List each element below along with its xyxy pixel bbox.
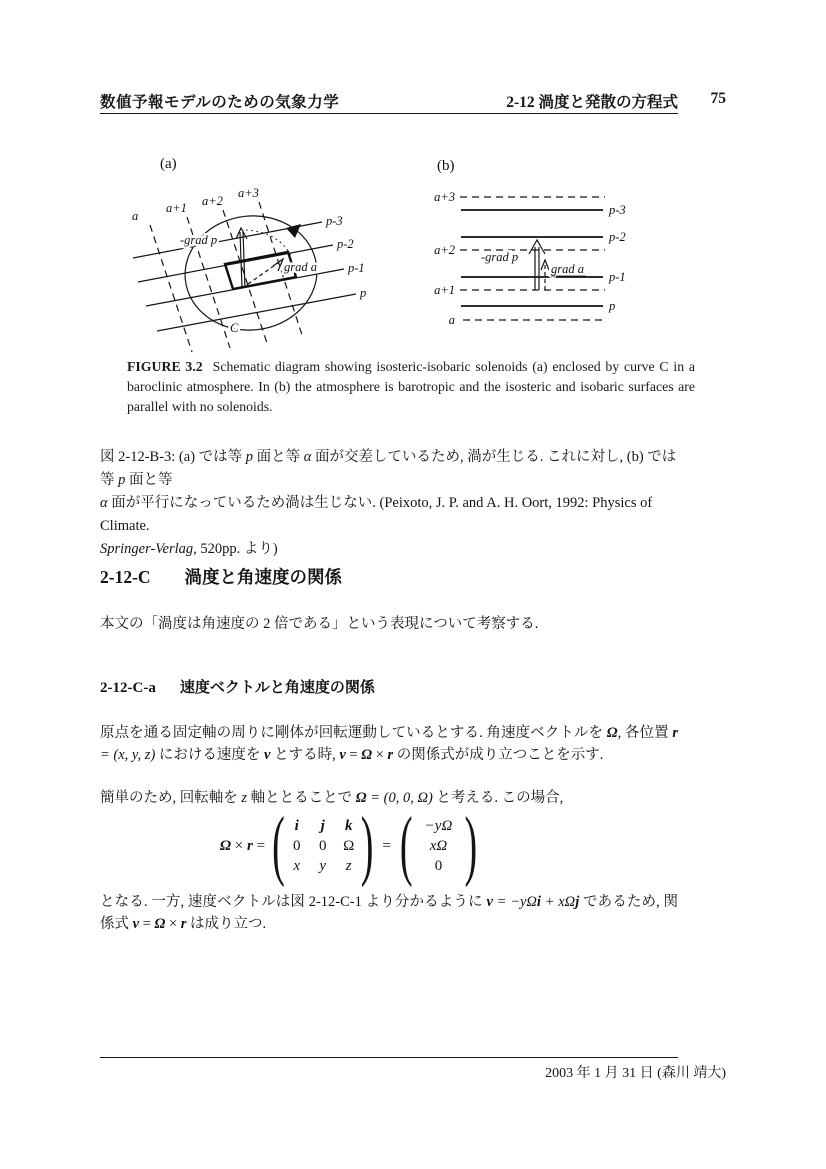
text-segment: における速度を bbox=[155, 746, 265, 763]
text-segment: α bbox=[303, 449, 312, 465]
p-minus1-label: p-1 bbox=[348, 261, 365, 275]
text-segment: × bbox=[165, 915, 181, 932]
equation-lhs bbox=[220, 838, 265, 855]
matrix-cell: z bbox=[345, 857, 352, 874]
footer-rule bbox=[100, 1057, 678, 1058]
p-minus3-label: p-3 bbox=[326, 214, 343, 228]
text-segment: = bbox=[252, 837, 266, 854]
text-segment: = (x, y, z) bbox=[100, 746, 156, 763]
text-segment: 面が交差しているため, 渦が生じる. これに対し, (b) では等 bbox=[100, 449, 677, 488]
text-segment: Springer-Verlag bbox=[100, 541, 194, 557]
paragraph-intro bbox=[100, 614, 678, 636]
isostere-lines bbox=[150, 202, 303, 352]
text-segment: 本文の「渦度は角速度の 2 倍である」という表現について考察する. bbox=[100, 616, 539, 632]
text-segment: α bbox=[100, 495, 108, 511]
grad-p-label: -grad p bbox=[481, 250, 519, 264]
paragraph-rigid-body bbox=[100, 723, 678, 766]
grad-p-label: -grad p bbox=[180, 233, 218, 247]
figure-caption-text: Schematic diagram showing isosteric-isobaric solenoids (a) enclosed by curve C in a baroclinic atmosphere. In (b) the atmosphere is barotropic and the isosteric and isobaric surfaces are parallel with no solenoids. bbox=[127, 359, 695, 414]
text-segment: Ω bbox=[361, 746, 373, 763]
text-segment: = (0, 0, Ω) bbox=[366, 790, 433, 806]
matrix-cell: y bbox=[319, 857, 327, 874]
text-segment: = −yΩ bbox=[492, 894, 537, 910]
text-segment: Ω bbox=[355, 790, 367, 806]
section-title: 渦度と角速度の関係 bbox=[184, 567, 343, 587]
text-segment: Ω bbox=[219, 837, 232, 854]
close-paren: ) bbox=[360, 802, 374, 890]
alpha-plus2-label: a+2 bbox=[434, 243, 455, 257]
text-segment: 原点を通る固定軸の周りに剛体が回転運動しているとする. 角速度ベクトルを bbox=[100, 725, 607, 741]
alpha-label: a bbox=[132, 209, 139, 223]
matrix-cell: i bbox=[294, 817, 299, 834]
equation-equals: = bbox=[382, 837, 391, 854]
text-segment: j bbox=[575, 894, 580, 910]
vector-cell: 0 bbox=[434, 857, 443, 874]
p-minus1-label: p-1 bbox=[609, 270, 626, 284]
text-segment: Ω bbox=[606, 725, 618, 741]
subsection-heading bbox=[100, 676, 375, 697]
determinant-matrix bbox=[290, 818, 356, 875]
close-paren: ) bbox=[464, 802, 478, 890]
p-minus2-label: p-2 bbox=[609, 230, 626, 244]
p-label: p bbox=[360, 286, 367, 300]
panel-a-tag: (a) bbox=[160, 156, 177, 172]
curve-C-label: C bbox=[230, 321, 239, 335]
text-segment: v bbox=[264, 746, 271, 763]
text-segment: 面が平行になっているため渦は生じない. (Peixoto, J. P. and A. H. Oort, 1992: Physics of Climate. bbox=[100, 495, 653, 534]
grad-alpha-label: grad a bbox=[284, 260, 317, 274]
text-segment: × bbox=[372, 746, 388, 763]
text-segment: Ω bbox=[154, 915, 166, 932]
header-book-title: 数値予報モデルのための気象力学 bbox=[100, 94, 340, 111]
matrix-cell: Ω bbox=[343, 837, 355, 854]
curve-direction-arrowhead bbox=[286, 224, 301, 238]
matrix-cell: 0 bbox=[318, 837, 327, 854]
grad-alpha-label: grad a bbox=[551, 262, 584, 276]
text-segment: 簡単のため, 回転軸を bbox=[100, 790, 242, 806]
paragraph-conclusion bbox=[100, 892, 678, 935]
text-segment: = bbox=[345, 746, 362, 763]
caption-jp-line2 bbox=[100, 492, 678, 538]
alpha-plus1-label: a+1 bbox=[166, 201, 187, 215]
subsection-number: 2-12-C-a bbox=[100, 680, 156, 696]
panel-b-tag: (b) bbox=[437, 158, 455, 174]
text-segment: z bbox=[241, 790, 248, 806]
matrix-cell: x bbox=[293, 857, 301, 874]
text-segment: となる. 一方, 速度ベクトルは図 2-12-C-1 より分かるように bbox=[100, 894, 487, 910]
matrix-cell: 0 bbox=[292, 837, 301, 854]
header-rule bbox=[100, 113, 678, 114]
text-segment: = bbox=[139, 915, 155, 932]
header-page-number: 75 bbox=[710, 90, 726, 107]
text-segment: , 520pp. より) bbox=[193, 541, 278, 557]
paragraph-simplify bbox=[100, 788, 678, 810]
result-vector bbox=[418, 818, 460, 875]
text-segment: v bbox=[339, 746, 346, 763]
p-label: p bbox=[609, 299, 616, 313]
figure-caption-jp bbox=[100, 446, 678, 561]
text-segment: r bbox=[180, 915, 187, 932]
vector-cell: xΩ bbox=[429, 837, 448, 854]
section-number: 2-12-C bbox=[100, 567, 151, 587]
cross-product-equation bbox=[60, 802, 638, 890]
figure-caption-en bbox=[127, 357, 695, 417]
text-segment: の関係式が成り立つことを示す. bbox=[393, 746, 604, 763]
caption-jp-line3 bbox=[100, 538, 678, 561]
text-segment: r bbox=[247, 837, 253, 854]
figure-caption-tag: FIGURE 3.2 bbox=[127, 359, 203, 374]
text-segment: p bbox=[118, 472, 126, 488]
header-section-title: 2-12 渦度と発散の方程式 bbox=[506, 94, 678, 111]
alpha-plus3-label: a+3 bbox=[238, 186, 259, 200]
text-segment: × bbox=[231, 837, 247, 854]
text-segment: i bbox=[536, 894, 541, 910]
text-segment: r bbox=[387, 746, 394, 763]
p-minus2-label: p-2 bbox=[337, 237, 354, 251]
figure-panel-b bbox=[425, 140, 655, 355]
text-segment: とする時, bbox=[270, 746, 340, 763]
text-segment: 軸ととることで bbox=[247, 790, 356, 806]
matrix-cell: j bbox=[320, 817, 325, 834]
alpha-label: a bbox=[448, 313, 455, 327]
matrix-cell: k bbox=[344, 817, 353, 834]
caption-jp-line1 bbox=[100, 446, 678, 492]
text-segment: + xΩ bbox=[540, 894, 576, 910]
text-segment: v bbox=[486, 894, 493, 910]
text-segment: v bbox=[132, 915, 140, 932]
open-paren: ( bbox=[399, 802, 413, 890]
text-segment: , 各位置 bbox=[617, 725, 673, 741]
text-segment: と考える. この場合, bbox=[432, 790, 564, 806]
open-paren: ( bbox=[272, 802, 285, 890]
text-segment: p bbox=[245, 449, 254, 465]
text-segment: 面と等 bbox=[125, 472, 173, 488]
footer-date: 2003 年 1 月 31 日 (森川 靖大) bbox=[545, 1066, 726, 1081]
alpha-plus3-label: a+3 bbox=[434, 190, 455, 204]
p-minus3-label: p-3 bbox=[609, 203, 626, 217]
text-segment: 面と等 bbox=[253, 449, 304, 465]
alpha-plus2-label: a+2 bbox=[202, 194, 223, 208]
figure-panel-a bbox=[130, 140, 430, 355]
text-segment: は成り立つ. bbox=[186, 915, 267, 932]
text-segment: であるため, 関係式 bbox=[100, 894, 679, 932]
alpha-plus1-label: a+1 bbox=[434, 283, 455, 297]
text-segment: 図 2-12-B-3: (a) では等 bbox=[100, 449, 246, 465]
subsection-title: 速度ベクトルと角速度の関係 bbox=[179, 680, 375, 696]
grad-alpha-arrow bbox=[541, 260, 549, 290]
section-heading bbox=[100, 564, 342, 589]
text-segment: r bbox=[672, 725, 679, 741]
vector-cell: −yΩ bbox=[424, 817, 453, 834]
